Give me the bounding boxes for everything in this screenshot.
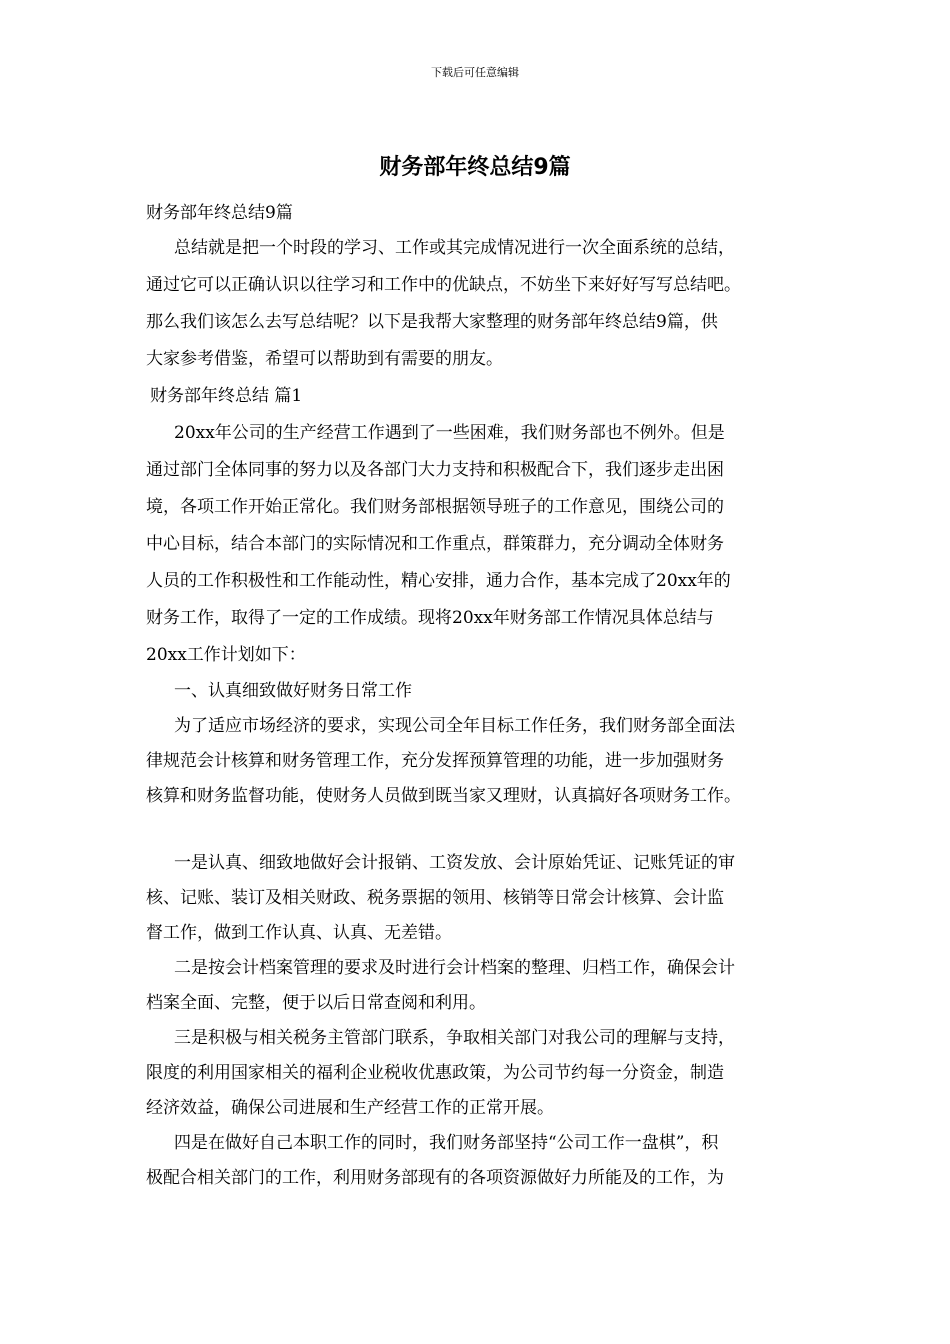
text-line: 核、记账、装订及相关财政、税务票据的领用、核销等日常会计核算、会计监 [146, 888, 724, 908]
blank-line [146, 814, 814, 846]
text-line: 财务工作，取得了一定的工作成绩。现将20xx年财务部工作情况具体总结与 [146, 608, 714, 628]
text-line: 一是认真、细致地做好会计报销、工资发放、会计原始凭证、记账凭证的审 [174, 853, 735, 873]
text-line: 境，各项工作开始正常化。我们财务部根据领导班子的工作意见，围绕公司的 [146, 497, 724, 517]
text-line: 总结就是把一个时段的学习、工作或其完成情况进行一次全面系统的总结， [174, 238, 735, 258]
text-line: 限度的利用国家相关的福利企业税收优惠政策，为公司节约每一分资金，制造 [146, 1063, 724, 1083]
intro-paragraph [146, 230, 814, 378]
text-line: 为了适应市场经济的要求，实现公司全年目标工作任务，我们财务部全面法 [174, 716, 735, 736]
text-line: 那么我们该怎么去写总结呢？以下是我帮大家整理的财务部年终总结9篇，供 [146, 312, 718, 332]
text-line: 通过部门全体同事的努力以及各部门大力支持和积极配合下，我们逐步走出困 [146, 460, 724, 480]
text-line: 经济效益，确保公司进展和生产经营工作的正常开展。 [146, 1098, 554, 1118]
text-line: 人员的工作积极性和工作能动性，精心安排，通力合作，基本完成了20xx年的 [146, 571, 731, 591]
section-heading: 一、认真细致做好财务日常工作 [174, 681, 412, 701]
text-line: 20xx工作计划如下： [146, 645, 306, 665]
document-body [146, 196, 814, 1196]
paragraph-4 [146, 951, 814, 1021]
paragraph-3 [146, 846, 814, 951]
text-line: 大家参考借鉴，希望可以帮助到有需要的朋友。 [146, 349, 503, 369]
text-line: 档案全面、完整，便于以后日常查阅和利用。 [146, 993, 486, 1013]
section-title: 财务部年终总结 篇1 [150, 386, 303, 406]
page-title: 财务部年终总结9篇 [379, 155, 571, 180]
text-line: 通过它可以正确认识以往学习和工作中的优缺点，不妨坐下来好好写写总结吧。 [146, 275, 741, 295]
paragraph-6 [146, 1126, 814, 1196]
paragraph-2 [146, 709, 814, 814]
paragraph-5 [146, 1021, 814, 1126]
text-line: 二是按会计档案管理的要求及时进行会计档案的整理、归档工作，确保会计 [174, 958, 735, 978]
text-line: 核算和财务监督功能，使财务人员做到既当家又理财，认真搞好各项财务工作。 [146, 786, 741, 806]
text-line: 20xx年公司的生产经营工作遇到了一些困难，我们财务部也不例外。但是 [174, 423, 725, 443]
text-line: 极配合相关部门的工作，利用财务部现有的各项资源做好力所能及的工作，为 [146, 1168, 724, 1188]
document-subtitle: 财务部年终总结9篇 [146, 203, 293, 223]
text-line: 律规范会计核算和财务管理工作，充分发挥预算管理的功能，进一步加强财务 [146, 751, 724, 771]
text-line: 中心目标，结合本部门的实际情况和工作重点，群策群力，充分调动全体财务 [146, 534, 724, 554]
text-line: 督工作，做到工作认真、认真、无差错。 [146, 923, 452, 943]
paragraph-1 [146, 415, 814, 674]
header-note: 下载后可任意编辑 [431, 66, 519, 79]
text-line: 四是在做好自己本职工作的同时，我们财务部坚持“公司工作一盘棋”，积 [174, 1133, 719, 1153]
text-line: 三是积极与相关税务主管部门联系，争取相关部门对我公司的理解与支持， [174, 1028, 735, 1048]
